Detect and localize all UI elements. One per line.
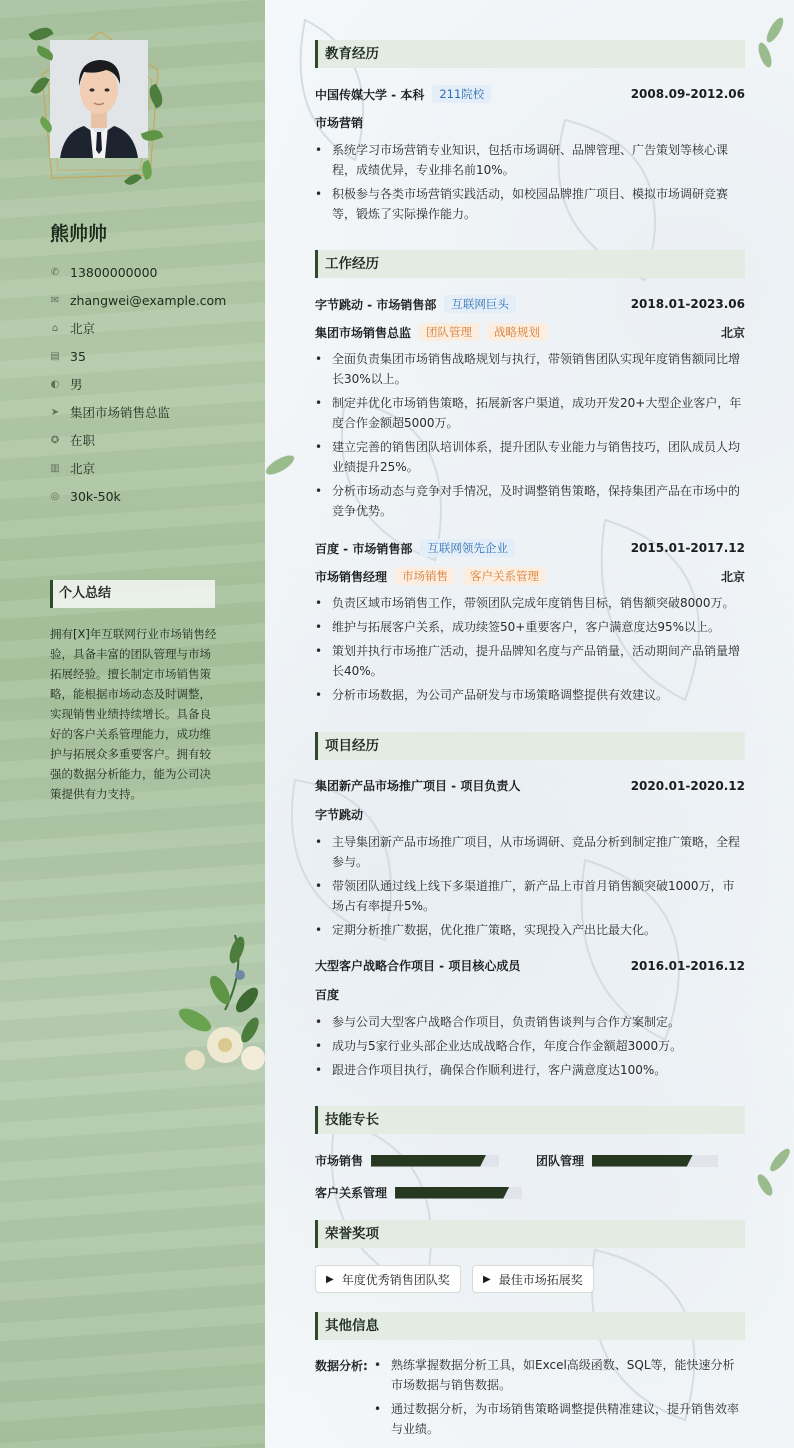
skill-bar — [592, 1155, 718, 1167]
role-tag: 市场销售 — [395, 567, 455, 585]
job-city: 北京 — [720, 569, 745, 584]
candidate-name: 熊帅帅 — [50, 223, 108, 245]
skill-item — [315, 1152, 499, 1169]
company-name: 百度 - 市场销售部 — [315, 541, 413, 556]
home-icon: ⌂ — [51, 322, 59, 334]
project-org: 字节跳动 — [315, 808, 364, 822]
project-name: 集团新产品市场推广项目 - 项目负责人 — [315, 779, 521, 793]
info-email: ✉ zhangwei@example.com — [50, 292, 227, 308]
education-row — [315, 85, 745, 103]
list-item: • 建立完善的销售团队培训体系，提升团队专业能力与销售技巧，团队成员人均业绩提升25%。 — [315, 437, 745, 477]
education-bullets — [315, 140, 745, 228]
salary-icon: ◎ — [50, 490, 60, 502]
list-item: • 成功与5家行业头部企业达成战略合作，年度合作金额超3000万。 — [315, 1036, 745, 1056]
role-tag: 战略规划 — [487, 323, 547, 341]
list-item: • 负责区域市场销售工作，带领团队完成年度销售目标，销售额突破8000万。 — [315, 593, 745, 613]
info-status: ✪ 在职 — [50, 433, 96, 448]
profile-photo — [30, 20, 170, 190]
education-heading: 教育经历 — [315, 40, 745, 68]
info-city: ▥ 北京 — [50, 461, 96, 476]
list-item: • 定期分析推广数据，优化推广策略，实现投入产出比最大化。 — [315, 920, 745, 940]
avatar — [50, 40, 148, 158]
list-item: • 维护与拓展客户关系，成功续签50+重要客户，客户满意度达95%以上。 — [315, 617, 745, 637]
project-row — [315, 957, 745, 974]
skill-bar-fill — [371, 1155, 486, 1167]
projects-heading: 项目经历 — [315, 732, 745, 760]
other-heading: 其他信息 — [315, 1312, 745, 1340]
list-item: • 参与公司大型客户战略合作项目，负责销售谈判与合作方案制定。 — [315, 1012, 745, 1032]
awards-heading: 荣誉奖项 — [315, 1220, 745, 1248]
skill-name: 客户关系管理 — [315, 1186, 388, 1200]
info-salary: ◎ 30k-50k — [50, 488, 121, 504]
school-tag: 211院校 — [432, 85, 491, 103]
status-icon: ✪ — [50, 434, 60, 446]
job-bullets — [315, 349, 745, 525]
skill-bar-fill — [395, 1187, 509, 1199]
list-item: • 系统学习市场营销专业知识，包括市场调研、品牌管理、广告策划等核心课程，成绩优异，专业排名前10%。 — [315, 140, 745, 180]
major: 市场营销 — [315, 116, 364, 130]
project-name: 大型客户战略合作项目 - 项目核心成员 — [315, 959, 521, 973]
skill-bar-fill — [592, 1155, 693, 1167]
list-item: • 分析市场数据，为公司产品研发与市场策略调整提供有效建议。 — [315, 685, 745, 705]
skill-name: 市场销售 — [315, 1154, 364, 1168]
project-date: 2020.01-2020.12 — [630, 778, 745, 793]
skill-item — [315, 1184, 522, 1201]
project-date: 2016.01-2016.12 — [630, 958, 745, 973]
award-item: ▶ 年度优秀销售团队奖 — [315, 1265, 461, 1293]
job-role-row — [315, 567, 745, 585]
summary-text: 拥有[X]年互联网行业市场销售经验，具备丰富的团队管理与市场拓展经验。擅长制定市场销售策略，能根据市场动态及时调整，实现销售业绩持续增长。具备良好的客户关系管理能力，成功维护与拓展众多重要客户。拥有较强的数据分析能力，能为公司决策提供有力支持。 — [50, 627, 217, 801]
info-phone: ✆ 13800000000 — [50, 264, 158, 280]
job-date: 2015.01-2017.12 — [630, 541, 745, 555]
job-bullets — [315, 593, 745, 709]
list-item: • 主导集团新产品市场推广项目，从市场调研、竞品分析到制定推广策略，全程参与。 — [315, 832, 745, 872]
send-icon: ➤ — [50, 406, 60, 418]
building-icon: ▥ — [50, 462, 60, 474]
job-role: 市场销售经理 — [315, 569, 388, 584]
project-org: 百度 — [315, 988, 340, 1002]
play-triangle-icon: ▶ — [483, 1273, 491, 1285]
job-role: 集团市场销售总监 — [315, 325, 412, 340]
other-bullets — [374, 1355, 744, 1443]
list-item: • 熟练掌握数据分析工具，如Excel高级函数、SQL等，能快速分析市场数据与销售数据。 — [374, 1355, 744, 1395]
project-row — [315, 777, 745, 794]
company-tag: 互联网巨头 — [444, 295, 516, 313]
skill-bar — [371, 1155, 499, 1167]
project-bullets — [315, 832, 745, 944]
list-item: • 积极参与各类市场营销实践活动，如校园品牌推广项目、模拟市场调研竞赛等，锻炼了实际操作能力。 — [315, 184, 745, 224]
list-item: • 通过数据分析，为市场销售策略调整提供精准建议，提升销售效率与业绩。 — [374, 1399, 744, 1439]
award-item: ▶ 最佳市场拓展奖 — [472, 1265, 594, 1293]
list-item: • 制定并优化市场销售策略，拓展新客户渠道，成功开发20+大型企业客户，年度合作金额超5000万。 — [315, 393, 745, 433]
summary-heading: 个人总结 — [50, 580, 215, 608]
phone-icon: ✆ — [50, 266, 60, 278]
mail-icon: ✉ — [50, 294, 60, 306]
education-date: 2008.09-2012.06 — [630, 87, 745, 101]
job-date: 2018.01-2023.06 — [630, 297, 745, 311]
skills-heading: 技能专长 — [315, 1106, 745, 1134]
project-bullets — [315, 1012, 745, 1084]
role-tag: 客户关系管理 — [463, 567, 546, 585]
job-row — [315, 295, 745, 313]
skill-item — [536, 1152, 718, 1169]
job-city: 北京 — [720, 325, 745, 340]
company-tag: 互联网领先企业 — [420, 539, 515, 557]
list-item: • 全面负责集团市场销售战略规划与执行，带领销售团队实现年度销售额同比增长30%以上。 — [315, 349, 745, 389]
sidebar — [0, 0, 265, 1448]
other-label: 数据分析: — [315, 1359, 368, 1373]
company-name: 字节跳动 - 市场销售部 — [315, 297, 437, 312]
age-icon: ▤ — [50, 350, 60, 362]
list-item: • 带领团队通过线上线下多渠道推广，新产品上市首月销售额突破1000万，市场占有率提升5%。 — [315, 876, 745, 916]
job-role-row — [315, 323, 745, 341]
info-home: ⌂ 北京 — [51, 321, 96, 336]
skill-bar — [395, 1187, 522, 1199]
info-age: ▤ 35 — [50, 348, 86, 364]
job-row — [315, 539, 745, 557]
list-item: • 跟进合作项目执行，确保合作顺利进行，客户满意度达100%。 — [315, 1060, 745, 1080]
info-position: ➤ 集团市场销售总监 — [50, 405, 171, 420]
list-item: • 分析市场动态与竞争对手情况，及时调整销售策略，保持集团产品在市场中的竞争优势。 — [315, 481, 745, 521]
role-tag: 团队管理 — [419, 323, 479, 341]
play-triangle-icon: ▶ — [326, 1273, 334, 1285]
flower-decoration-icon — [175, 930, 265, 1085]
work-heading: 工作经历 — [315, 250, 745, 278]
info-gender: ◐ 男 — [50, 377, 83, 392]
list-item: • 策划并执行市场推广活动，提升品牌知名度与产品销量，活动期间产品销量增长40%。 — [315, 641, 745, 681]
skill-name: 团队管理 — [536, 1154, 585, 1168]
contact-info — [50, 258, 226, 510]
school-name: 中国传媒大学 - 本科 — [315, 87, 425, 102]
gender-icon: ◐ — [50, 378, 60, 390]
